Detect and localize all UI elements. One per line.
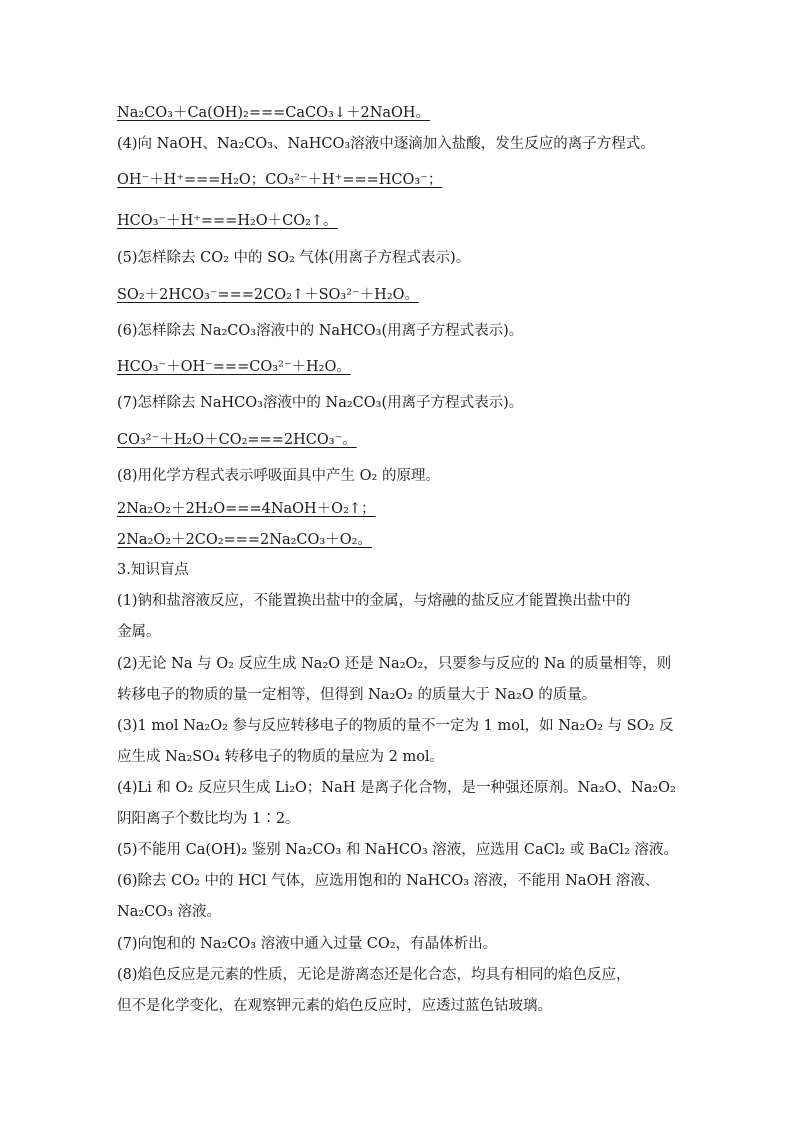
equation-line: OH⁻＋H⁺===H₂O；CO₃²⁻＋H⁺===HCO₃⁻； (117, 172, 443, 188)
note-line: 但不是化学变化，在观察钾元素的焰色反应时，应透过蓝色钴玻璃。 (117, 998, 552, 1014)
note-line: 转移电子的物质的量一定相等，但得到 Na₂O₂ 的质量大于 Na₂O 的质量。 (117, 687, 597, 703)
note-line: (1)钠和盐溶液反应，不能置换出盐中的金属，与熔融的盐反应才能置换出盐中的 (117, 593, 631, 609)
question-line: (5)怎样除去 CO₂ 中的 SO₂ 气体(用离子方程式表示)。 (117, 250, 471, 266)
question-line: (7)怎样除去 NaHCO₃溶液中的 Na₂CO₃(用离子方程式表示)。 (117, 395, 524, 411)
note-line: (7)向饱和的 Na₂CO₃ 溶液中通入过量 CO₂，有晶体析出。 (117, 936, 498, 952)
note-line: (8)焰色反应是元素的性质，无论是游离态还是化合态，均具有相同的焰色反应， (117, 967, 631, 983)
note-line: 应生成 Na₂SO₄ 转移电子的物质的量应为 2 mol。 (117, 749, 445, 765)
note-line: (4)Li 和 O₂ 反应只生成 Li₂O；NaH 是离子化合物，是一种强还原剂。Na₂O、Na₂O₂ (117, 780, 676, 796)
question-line: (4)向 NaOH、Na₂CO₃、NaHCO₃溶液中逐滴加入盐酸，发生反应的离子方程式。 (117, 136, 655, 152)
equation-line: HCO₃⁻＋OH⁻===CO₃²⁻＋H₂O。 (117, 359, 351, 375)
equation-line: 2Na₂O₂＋2H₂O===4NaOH＋O₂↑； (117, 501, 376, 517)
question-line: (6)怎样除去 Na₂CO₃溶液中的 NaHCO₃(用离子方程式表示)。 (117, 323, 524, 339)
note-line: (6)除去 CO₂ 中的 HCl 气体，应选用饱和的 NaHCO₃ 溶液，不能用 NaOH 溶液、 (117, 873, 660, 889)
note-line: (5)不能用 Ca(OH)₂ 鉴别 Na₂CO₃ 和 NaHCO₃ 溶液，应选用 CaCl₂ 或 BaCl₂ 溶液。 (117, 842, 678, 858)
equation-line: 2Na₂O₂＋2CO₂===2Na₂CO₃＋O₂。 (117, 532, 372, 548)
note-line: Na₂CO₃ 溶液。 (117, 904, 222, 920)
note-line: (3)1 mol Na₂O₂ 参与反应转移电子的物质的量不一定为 1 mol，如 Na₂O₂ 与 SO₂ 反 (117, 718, 674, 734)
note-line: (2)无论 Na 与 O₂ 反应生成 Na₂O 还是 Na₂O₂，只要参与反应的 Na 的质量相等，则 (117, 656, 672, 672)
note-line: 阴阳离子个数比均为 1∶2。 (117, 811, 300, 827)
equation-line: HCO₃⁻＋H⁺===H₂O＋CO₂↑。 (117, 213, 338, 229)
equation-line: SO₂＋2HCO₃⁻===2CO₂↑＋SO₃²⁻＋H₂O。 (117, 287, 420, 303)
equation-line: Na₂CO₃＋Ca(OH)₂===CaCO₃↓＋2NaOH。 (117, 105, 431, 121)
question-line: (8)用化学方程式表示呼吸面具中产生 O₂ 的原理。 (117, 468, 440, 484)
section-heading: 3.知识盲点 (117, 562, 189, 578)
note-line: 金属。 (117, 624, 161, 640)
equation-line: CO₃²⁻＋H₂O＋CO₂===2HCO₃⁻。 (117, 432, 357, 448)
